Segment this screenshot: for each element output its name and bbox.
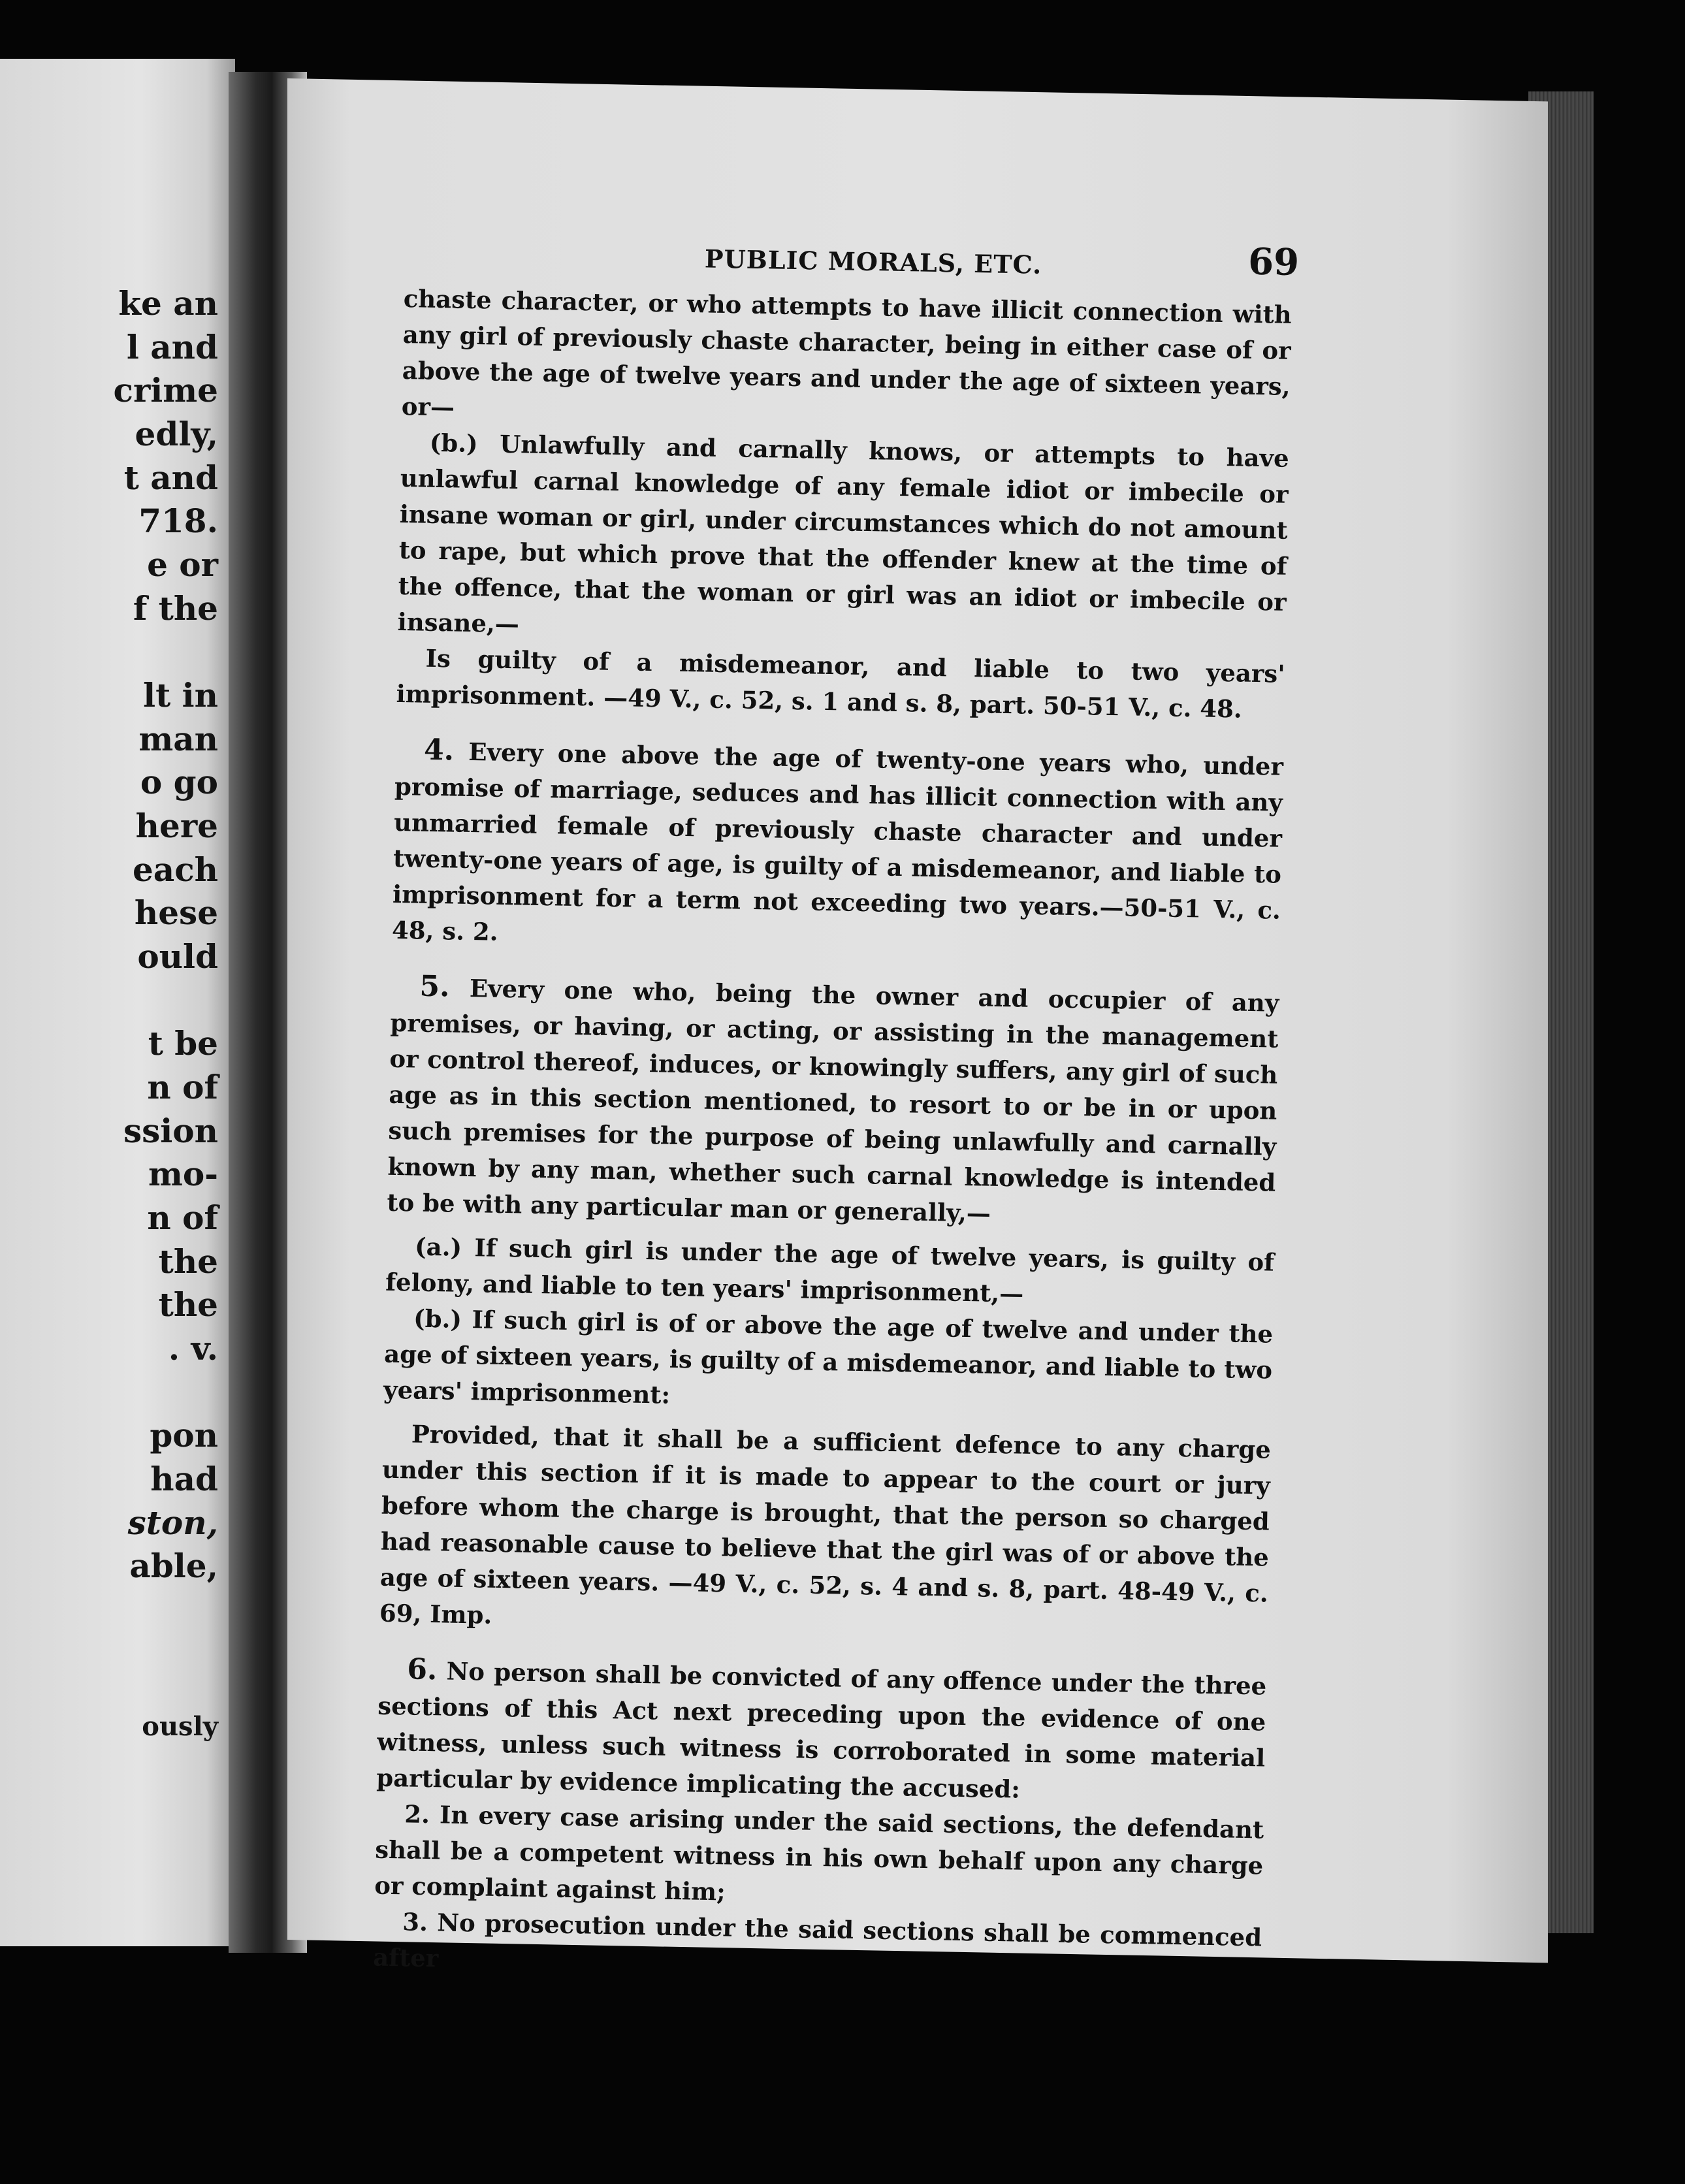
left-page-line: hese [134, 893, 218, 932]
page-text [372, 222, 1300, 1991]
proviso: Provided, that it shall be a sufficient defence to any charge under this section if it is made to appear to the court or jury before whom the charge is brought, that the person so charged had reasonable cause to believe that the girl was of or above the age of sixteen years. —49 V., c. 52, s. 4 and s. 8, part. 48-49 V., c. 69, Imp. [379, 1419, 1272, 1630]
left-page-line: n of [147, 1198, 218, 1237]
left-page-line: t and [123, 458, 218, 497]
left-page-line: the [158, 1242, 218, 1281]
section-5 [387, 968, 1279, 1237]
left-page-line: o go [140, 763, 218, 801]
left-page-line: had [150, 1460, 218, 1498]
left-page-line: ston, [127, 1503, 218, 1542]
left-page-line: ssion [123, 1112, 218, 1150]
left-page-line: man [138, 720, 218, 758]
left-page-line: crime [113, 371, 218, 410]
section-number: 4. [423, 733, 455, 767]
page-number: 69 [1247, 240, 1300, 285]
left-page-line: . v. [168, 1329, 218, 1368]
section-4 [392, 731, 1284, 965]
left-page-line: mo- [148, 1155, 218, 1193]
section-number: 5. [419, 969, 450, 1004]
left-page-line: t be [148, 1024, 218, 1063]
paragraph: chaste character, or who attempts to have illicit connection with any girl of previously chaste character, being in either case of or above the age of twelve years and under the age of sixteen years, or— [401, 283, 1292, 422]
left-page-line: able, [129, 1547, 218, 1585]
section-number: 6. [406, 1652, 438, 1687]
left-page-line: e or [147, 545, 218, 584]
left-page-line: l and [126, 328, 218, 366]
left-page-line: lt in [143, 676, 218, 715]
subsection-3: 3. No prosecution under the said sections shall be commenced after [372, 1907, 1262, 1973]
left-page-line: each [132, 850, 218, 889]
penalty-clause: Is guilty of a misdemeanor, and liable to two years' imprisonment. —49 V., c. 52, s. 1 and s. 8, part. 50-51 V., c. 48. [396, 643, 1285, 724]
left-page-line: ously [142, 1711, 218, 1742]
clause-a: (a.) If such girl is under the age of twelve years, is guilty of felony, and liable to ten years' imprisonment,— [385, 1232, 1275, 1308]
clause-b: (b.) If such girl is of or above the age of twelve and under the age of sixteen years, is guilty of a misdemeanor, and liable to two years' imprisonment: [383, 1304, 1274, 1409]
left-page-line: pon [150, 1416, 218, 1454]
left-page-line: 718. [138, 502, 218, 540]
section-text: Every one who, being the owner and occupier of any premises, or having, or acting, or assisting in the management or control thereof, induces, or knowingly suffers, any girl of such age as in this section mentioned, to resort to or be in or upon such premises for the purpose of being unlawfully and carnally known by any man, whether such carnal knowledge is intended to be with any particular man or generally,— [387, 974, 1279, 1228]
left-page-line: ke an [118, 284, 218, 323]
section-text: Every one above the age of twenty-one years who, under promise of marriage, seduces and has illicit connection with any unmarried female of previously chaste character and under twenty-one years of age, is guilty of a misdemeanor, and liable to imprisonment for a term not exceeding two years.—50-51 V., c. 48, s. 2. [391, 737, 1284, 946]
subsection-2: 2. In every case arising under the said sections, the defendant shall be a competent witness in his own behalf upon any charge or complaint against him; [374, 1799, 1264, 1906]
clause-b: (b.) Unlawfully and carnally knows, or attempts to have unlawful carnal knowledge of any female idiot or imbecile or insane woman or girl, under circumstances which do not amount to rape, but which prove that the offender knew at the time of the offence, that the woman or girl was an idiot or imbecile or insane,— [397, 428, 1289, 639]
left-page-line: here [135, 807, 218, 845]
section-6 [376, 1651, 1267, 1812]
running-title: PUBLIC MORALS, ETC. [704, 244, 1042, 280]
left-page-line: f the [133, 589, 218, 628]
left-page [0, 59, 235, 1946]
section-text: No person shall be convicted of any offence under the three sections of this Act next preceding upon the evidence of one witness, unless such witness is corroborated in some material particular by evidence implicating the accused: [376, 1656, 1267, 1804]
left-page-line: n of [147, 1068, 218, 1106]
left-page-line: edly, [135, 415, 218, 453]
left-page-line: ould [137, 937, 218, 976]
left-page-line: the [158, 1285, 218, 1324]
